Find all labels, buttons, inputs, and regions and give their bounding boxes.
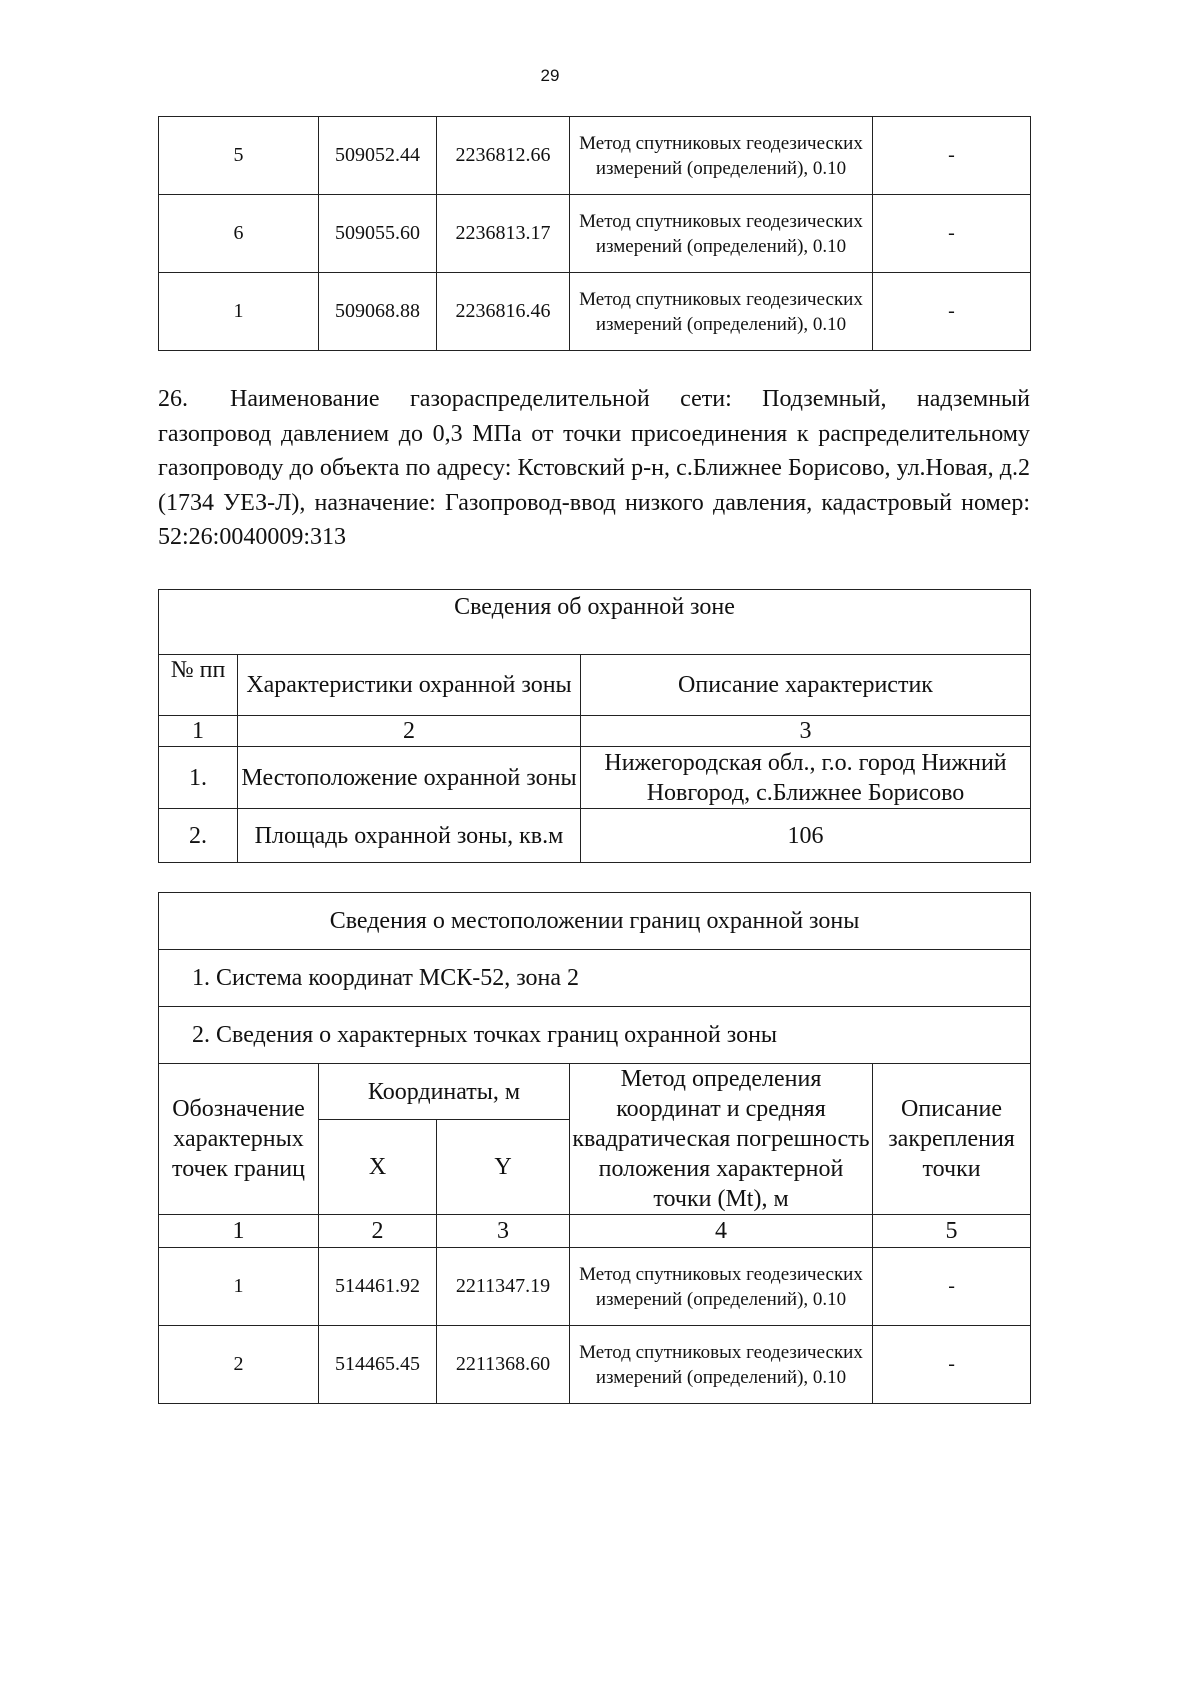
column-number: 3 bbox=[437, 1215, 570, 1248]
column-number: 4 bbox=[570, 1215, 873, 1248]
table-row bbox=[159, 117, 1031, 195]
fixing-cell: - bbox=[873, 1248, 1031, 1326]
y-cell: 2211347.19 bbox=[437, 1248, 570, 1326]
point-cell: 2 bbox=[159, 1326, 319, 1404]
x-cell: 514461.92 bbox=[319, 1248, 437, 1326]
column-number: 2 bbox=[238, 716, 581, 747]
method-cell: Метод спутниковых геодезических измерений (определений), 0.10 bbox=[570, 1248, 873, 1326]
header-description: Описание характеристик bbox=[581, 655, 1031, 716]
section-number: 26. bbox=[158, 386, 188, 412]
x-cell: 514465.45 bbox=[319, 1326, 437, 1404]
zone-info-title: Сведения об охранной зоне bbox=[159, 590, 1031, 655]
row-number: 1. bbox=[159, 747, 238, 809]
table-row bbox=[159, 1326, 1031, 1404]
y-cell: 2236813.17 bbox=[437, 195, 570, 273]
characteristic-cell: Площадь охранной зоны, кв.м bbox=[238, 809, 581, 863]
header-characteristics: Характеристики охранной зоны bbox=[238, 655, 581, 716]
fixing-cell: - bbox=[873, 195, 1031, 273]
table-row bbox=[159, 273, 1031, 351]
points-caption: 2. Сведения о характерных точках границ охранной зоны bbox=[159, 1007, 1031, 1064]
header-number: № пп bbox=[159, 655, 238, 716]
coord-system: 1. Система координат МСК-52, зона 2 bbox=[159, 950, 1031, 1007]
boundaries-title: Сведения о местоположении границ охранной зоны bbox=[159, 893, 1031, 950]
header-method: Метод определения координат и средняя квадратическая погрешность положения характерной точки (Mt), м bbox=[570, 1064, 873, 1215]
x-cell: 509055.60 bbox=[319, 195, 437, 273]
boundaries-table bbox=[158, 892, 1031, 1404]
description-cell: 106 bbox=[581, 809, 1031, 863]
column-number: 5 bbox=[873, 1215, 1031, 1248]
description-cell: Нижегородская обл., г.о. город Нижний Новгород, с.Ближнее Борисово bbox=[581, 747, 1031, 809]
fixing-cell: - bbox=[873, 273, 1031, 351]
coordinates-table-continued bbox=[158, 116, 1031, 351]
zone-info-table bbox=[158, 589, 1031, 863]
section-text: Наименование газораспределительной сети: Подземный, надземный газопровод давлением до 0,3 МПа от точки присоединения к распределительному газопроводу до объекта по адресу: Кстовский р-н, с.Ближнее Борисово, ул.Новая, д.2 (1734 УЕЗ-Л), назначение: Газопровод-ввод низкого давления, кадастровый номер: 52:26:0040009:313 bbox=[158, 386, 1030, 550]
characteristic-cell: Местоположение охранной зоны bbox=[238, 747, 581, 809]
row-number: 2. bbox=[159, 809, 238, 863]
page-number: 29 bbox=[540, 66, 560, 85]
header-fixing: Описание закрепления точки bbox=[873, 1064, 1031, 1215]
point-cell: 6 bbox=[159, 195, 319, 273]
column-number: 1 bbox=[159, 1215, 319, 1248]
point-cell: 5 bbox=[159, 117, 319, 195]
method-cell: Метод спутниковых геодезических измерений (определений), 0.10 bbox=[570, 195, 873, 273]
section-paragraph bbox=[158, 382, 1030, 555]
x-cell: 509052.44 bbox=[319, 117, 437, 195]
column-number: 1 bbox=[159, 716, 238, 747]
fixing-cell: - bbox=[873, 117, 1031, 195]
fixing-cell: - bbox=[873, 1326, 1031, 1404]
table-row bbox=[159, 1248, 1031, 1326]
column-number: 3 bbox=[581, 716, 1031, 747]
point-cell: 1 bbox=[159, 1248, 319, 1326]
x-cell: 509068.88 bbox=[319, 273, 437, 351]
header-point-designation: Обозначение характерных точек границ bbox=[159, 1064, 319, 1215]
y-cell: 2211368.60 bbox=[437, 1326, 570, 1404]
method-cell: Метод спутниковых геодезических измерений (определений), 0.10 bbox=[570, 117, 873, 195]
method-cell: Метод спутниковых геодезических измерений (определений), 0.10 bbox=[570, 273, 873, 351]
y-cell: 2236816.46 bbox=[437, 273, 570, 351]
header-coordinates: Координаты, м bbox=[319, 1064, 570, 1120]
header-y: Y bbox=[437, 1120, 570, 1215]
table-row bbox=[159, 747, 1031, 809]
y-cell: 2236812.66 bbox=[437, 117, 570, 195]
point-cell: 1 bbox=[159, 273, 319, 351]
column-number: 2 bbox=[319, 1215, 437, 1248]
table-row bbox=[159, 195, 1031, 273]
table-row bbox=[159, 809, 1031, 863]
header-x: X bbox=[319, 1120, 437, 1215]
method-cell: Метод спутниковых геодезических измерений (определений), 0.10 bbox=[570, 1326, 873, 1404]
